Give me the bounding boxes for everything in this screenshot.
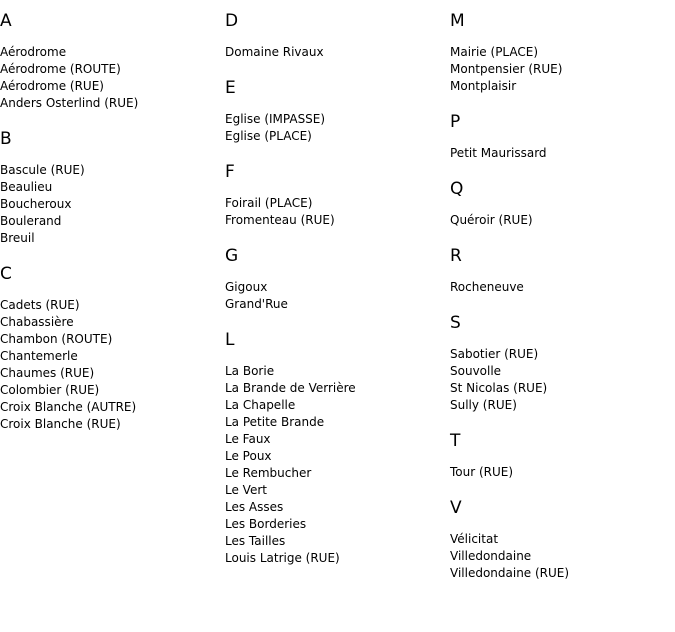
letter-heading: Q <box>450 179 464 199</box>
street-link[interactable]: Boulerand <box>0 214 62 228</box>
street-list <box>450 346 670 414</box>
street-link[interactable]: Anders Osterlind (RUE) <box>0 96 139 110</box>
street-link[interactable]: Boucheroux <box>0 197 72 211</box>
street-link[interactable]: Aérodrome (RUE) <box>0 79 104 93</box>
street-link[interactable]: Breuil <box>0 231 35 245</box>
letter-group <box>0 263 220 433</box>
street-link[interactable]: Vélicitat <box>450 532 499 546</box>
letter-group <box>450 245 670 296</box>
street-link[interactable]: Domaine Rivaux <box>225 45 324 59</box>
index-column <box>0 10 220 449</box>
street-link[interactable]: Montpensier (RUE) <box>450 62 563 76</box>
letter-heading: D <box>225 11 239 31</box>
street-link[interactable]: Grand'Rue <box>225 297 288 311</box>
letter-heading: L <box>225 330 235 350</box>
street-list <box>0 297 220 433</box>
street-link[interactable]: Cadets (RUE) <box>0 298 80 312</box>
street-list <box>450 145 670 162</box>
street-link[interactable]: Quéroir (RUE) <box>450 213 533 227</box>
street-link[interactable]: Tour (RUE) <box>450 465 514 479</box>
letter-group <box>0 128 220 247</box>
street-list <box>0 162 220 247</box>
street-link[interactable]: La Petite Brande <box>225 415 325 429</box>
letter-group <box>450 10 670 95</box>
street-link[interactable]: St Nicolas (RUE) <box>450 381 548 395</box>
street-link[interactable]: Eglise (PLACE) <box>225 129 312 143</box>
street-link[interactable]: Foirail (PLACE) <box>225 196 313 210</box>
street-link[interactable]: Les Borderies <box>225 517 307 531</box>
letter-heading: B <box>0 129 12 149</box>
street-link[interactable]: Aérodrome <box>0 45 67 59</box>
street-link[interactable]: Les Tailles <box>225 534 286 548</box>
street-link[interactable]: Croix Blanche (AUTRE) <box>0 400 137 414</box>
street-link[interactable]: Rocheneuve <box>450 280 524 294</box>
street-link[interactable]: Le Poux <box>225 449 272 463</box>
letter-group <box>225 245 445 313</box>
street-link[interactable]: Le Vert <box>225 483 267 497</box>
street-link[interactable]: Sabotier (RUE) <box>450 347 539 361</box>
letter-heading: A <box>0 11 12 31</box>
letter-group <box>450 178 670 229</box>
street-link[interactable]: Montplaisir <box>450 79 517 93</box>
street-link[interactable]: La Borie <box>225 364 275 378</box>
street-link[interactable]: Colombier (RUE) <box>0 383 100 397</box>
street-link[interactable]: Mairie (PLACE) <box>450 45 539 59</box>
street-list <box>450 212 670 229</box>
street-link[interactable]: Le Faux <box>225 432 271 446</box>
street-link[interactable]: Louis Latrige (RUE) <box>225 551 340 565</box>
letter-heading: C <box>0 264 12 284</box>
letter-group <box>450 497 670 582</box>
street-link[interactable]: Eglise (IMPASSE) <box>225 112 326 126</box>
letter-heading: E <box>225 78 236 98</box>
letter-heading: P <box>450 112 461 132</box>
letter-heading: G <box>225 246 239 266</box>
street-link[interactable]: Petit Maurissard <box>450 146 547 160</box>
letter-group <box>0 10 220 112</box>
street-list <box>225 363 445 567</box>
street-list <box>225 111 445 145</box>
street-link[interactable]: Aérodrome (ROUTE) <box>0 62 121 76</box>
letter-heading: M <box>450 11 465 31</box>
street-link[interactable]: La Chapelle <box>225 398 296 412</box>
street-link[interactable]: Chabassière <box>0 315 74 329</box>
letter-group <box>450 312 670 414</box>
street-link[interactable]: Chambon (ROUTE) <box>0 332 113 346</box>
letter-heading: S <box>450 313 461 333</box>
street-link[interactable]: Croix Blanche (RUE) <box>0 417 121 431</box>
street-link[interactable]: Gigoux <box>225 280 268 294</box>
street-link[interactable]: Le Rembucher <box>225 466 312 480</box>
letter-group <box>225 161 445 229</box>
letter-heading: F <box>225 162 235 182</box>
street-link[interactable]: Sully (RUE) <box>450 398 517 412</box>
street-link[interactable]: Souvolle <box>450 364 502 378</box>
street-link[interactable]: Les Asses <box>225 500 284 514</box>
street-link[interactable]: Bascule (RUE) <box>0 163 85 177</box>
letter-group <box>225 329 445 567</box>
street-list <box>450 464 670 481</box>
letter-heading: T <box>450 431 461 451</box>
street-list <box>0 44 220 112</box>
letter-group <box>225 77 445 145</box>
street-link[interactable]: Villedondaine (RUE) <box>450 566 570 580</box>
street-list <box>450 531 670 582</box>
letter-group <box>450 111 670 162</box>
index-column <box>225 10 445 583</box>
street-list <box>225 195 445 229</box>
street-link[interactable]: La Brande de Verrière <box>225 381 356 395</box>
street-link[interactable]: Fromenteau (RUE) <box>225 213 335 227</box>
letter-heading: R <box>450 246 462 266</box>
street-list <box>225 44 445 61</box>
street-link[interactable]: Chaumes (RUE) <box>0 366 95 380</box>
letter-heading: V <box>450 498 462 518</box>
letter-group <box>225 10 445 61</box>
street-link[interactable]: Chantemerle <box>0 349 78 363</box>
street-link[interactable]: Beaulieu <box>0 180 53 194</box>
letter-group <box>450 430 670 481</box>
index-column <box>450 10 670 598</box>
street-list <box>450 44 670 95</box>
street-link[interactable]: Villedondaine <box>450 549 532 563</box>
street-list <box>450 279 670 296</box>
street-list <box>225 279 445 313</box>
